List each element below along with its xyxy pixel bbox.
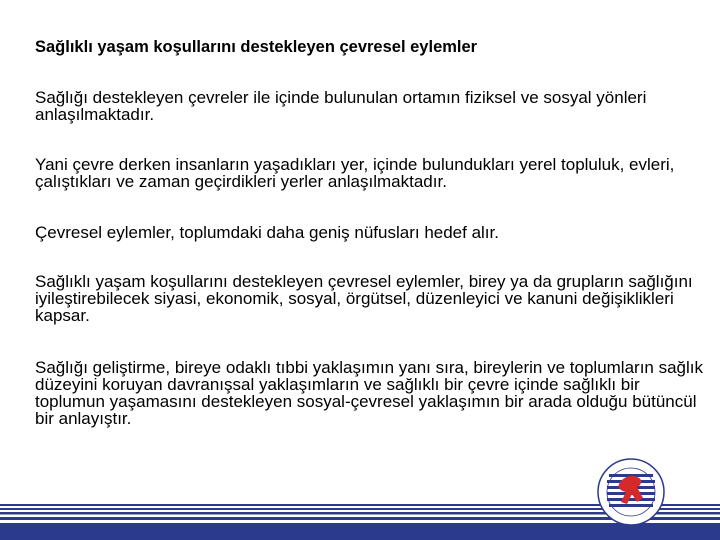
paragraph-1: Sağlığı destekleyen çevreler ile içinde bulunulan ortamın fiziksel ve sosyal yönleri anlaşılmaktadır.	[35, 88, 647, 124]
paragraph-3: Çevresel eylemler, toplumdaki daha geniş nüfusları hedef alır.	[35, 223, 499, 242]
slide-title: Sağlıklı yaşam koşullarını destekleyen çevresel eylemler	[35, 38, 478, 56]
paragraph-5: Sağlığı geliştirme, bireye odaklı tıbbi yaklaşımın yanı sıra, bireylerin ve toplumların sağlık düzeyini koruyan davranışsal yaklaşımların ve sağlıklı bir çevre içinde sağlıklı bir toplumun yaşamasını destekleyen sosyal-çevresel yaklaşımın bir arada olduğu bütüncül bir anlayıştır.	[35, 358, 704, 428]
university-logo-icon	[597, 458, 665, 526]
paragraph-2: Yani çevre derken insanların yaşadıkları yer, içinde bulundukları yerel topluluk, evleri, çalıştıkları ve zaman geçirdikleri yerler anlaşılmaktadır.	[35, 155, 675, 191]
paragraph-4: Sağlıklı yaşam koşullarını destekleyen çevresel eylemler, birey ya da grupların sağlığını iyileştirebilecek siyasi, ekonomik, sosyal, örgütsel, düzenleyici ve kanuni değişiklikleri kapsar.	[35, 272, 693, 325]
